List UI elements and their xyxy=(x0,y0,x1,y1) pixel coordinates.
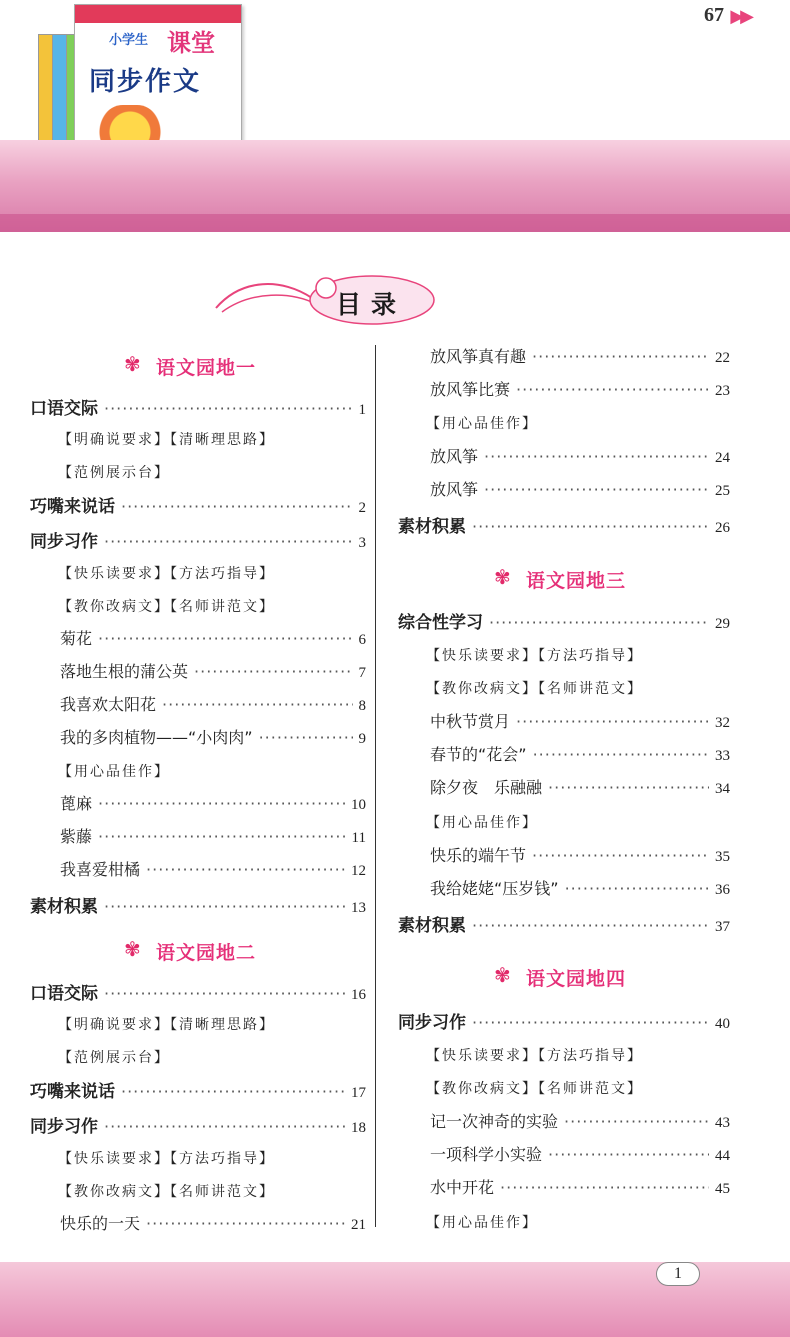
toc-entry[interactable] xyxy=(60,659,366,685)
toc-entry[interactable] xyxy=(430,477,730,503)
page-number-bottom: 1 xyxy=(656,1262,700,1286)
entry-label: 同步习作 xyxy=(30,532,98,552)
toc-entry[interactable] xyxy=(430,775,730,801)
toc-entry[interactable] xyxy=(30,979,366,1005)
entry-label: 巧嘴来说话 xyxy=(30,1082,115,1102)
entry-label: 快乐的一天 xyxy=(60,1214,141,1233)
entry-label: 菊花 xyxy=(60,629,93,648)
dot-leader xyxy=(516,380,709,399)
dot-leader xyxy=(500,1178,709,1197)
entry-label: 巧嘴来说话 xyxy=(30,497,115,517)
entry-page: 18 xyxy=(351,1120,366,1136)
toc-entry[interactable] xyxy=(30,492,366,518)
entry-page: 29 xyxy=(715,616,730,632)
toc-entry[interactable] xyxy=(430,742,730,768)
entry-page: 13 xyxy=(351,900,366,916)
cover-small-title: 小学生 xyxy=(109,33,149,48)
entry-page: 7 xyxy=(358,665,366,681)
entry-page: 33 xyxy=(715,748,730,764)
toc-tag: 【教你改病文】【名师讲范文】 xyxy=(426,1081,643,1097)
entry-label: 同步习作 xyxy=(398,1013,466,1033)
toc-entry[interactable] xyxy=(430,1109,730,1135)
entry-label: 放风筝 xyxy=(430,480,479,499)
entry-label: 口语交际 xyxy=(30,984,98,1004)
dot-leader xyxy=(533,745,709,764)
entry-label: 紫藤 xyxy=(60,827,93,846)
entry-label: 放风筝真有趣 xyxy=(430,347,527,366)
toc-entry[interactable] xyxy=(60,626,366,652)
toc-tag: 【教你改病文】【名师讲范文】 xyxy=(58,599,275,615)
entry-page: 3 xyxy=(358,535,366,551)
dot-leader xyxy=(484,447,709,466)
cover-top-band xyxy=(75,5,241,23)
dot-leader xyxy=(484,480,709,499)
entry-page: 1 xyxy=(358,402,366,418)
dot-leader xyxy=(564,1112,709,1131)
toc-tag: 【快乐读要求】【方法巧指导】 xyxy=(58,1151,275,1167)
toc-tag: 【教你改病文】【名师讲范文】 xyxy=(58,1184,275,1200)
double-arrow-icon: ▶▶ xyxy=(730,6,750,27)
entry-label: 口语交际 xyxy=(30,399,98,419)
entry-page: 23 xyxy=(715,383,730,399)
entry-label: 我的多肉植物——“小肉肉” xyxy=(60,728,253,747)
entry-label: 落地生根的蒲公英 xyxy=(60,662,189,681)
toc-entry[interactable] xyxy=(60,791,366,817)
toc-tag: 【快乐读要求】【方法巧指导】 xyxy=(426,648,643,664)
toc-entry[interactable] xyxy=(430,843,730,869)
entry-label: 素材积累 xyxy=(398,916,466,936)
dot-leader xyxy=(146,1214,345,1233)
pink-header-band xyxy=(0,140,790,232)
toc-tag: 【用心品佳作】 xyxy=(58,764,170,780)
entry-page: 2 xyxy=(358,500,366,516)
toc-entry[interactable] xyxy=(30,394,366,420)
toc-entry[interactable] xyxy=(430,1175,730,1201)
toc-entry[interactable] xyxy=(430,444,730,470)
entry-page: 40 xyxy=(715,1016,730,1032)
entry-page: 37 xyxy=(715,919,730,935)
entry-label: 水中开花 xyxy=(430,1178,495,1197)
entry-label: 我喜爱柑橘 xyxy=(60,860,141,879)
toc-entry[interactable] xyxy=(398,512,730,538)
maple-leaf-icon: ✾ xyxy=(124,352,141,376)
toc-tag: 【教你改病文】【名师讲范文】 xyxy=(426,681,643,697)
dot-leader xyxy=(104,1117,345,1136)
toc-entry[interactable] xyxy=(60,824,366,850)
toc-entry[interactable] xyxy=(398,608,730,634)
toc-tag: 【快乐读要求】【方法巧指导】 xyxy=(426,1048,643,1064)
entry-label: 我喜欢太阳花 xyxy=(60,695,157,714)
toc-entry[interactable] xyxy=(430,709,730,735)
toc-title: 目录 xyxy=(336,290,407,319)
entry-label: 中秋节赏月 xyxy=(430,712,511,731)
entry-page: 24 xyxy=(715,450,730,466)
page-number-top: 67 xyxy=(704,4,724,26)
toc-entry[interactable] xyxy=(60,1211,366,1237)
dot-leader xyxy=(565,879,709,898)
entry-page: 35 xyxy=(715,849,730,865)
toc-tag: 【用心品佳作】 xyxy=(426,1215,538,1231)
entry-page: 34 xyxy=(715,781,730,797)
dot-leader xyxy=(489,613,709,632)
cover-ketang: 课堂 xyxy=(167,29,215,57)
entry-page: 16 xyxy=(351,987,366,1003)
section-title-2: 语文园地二 xyxy=(156,942,257,964)
entry-page: 45 xyxy=(715,1181,730,1197)
toc-entry[interactable] xyxy=(60,857,366,883)
entry-label: 综合性学习 xyxy=(398,613,483,633)
dot-leader xyxy=(259,728,353,747)
entry-label: 春节的“花会” xyxy=(430,745,527,764)
dot-leader xyxy=(121,1082,345,1101)
entry-label: 除夕夜 乐融融 xyxy=(430,778,543,797)
section-title-3: 语文园地三 xyxy=(526,570,627,592)
dot-leader xyxy=(162,695,352,714)
entry-page: 21 xyxy=(351,1217,366,1233)
dot-leader xyxy=(472,517,709,536)
entry-label: 放风筝比赛 xyxy=(430,380,511,399)
entry-page: 25 xyxy=(715,483,730,499)
dot-leader xyxy=(121,497,353,516)
entry-page: 10 xyxy=(351,797,366,813)
dot-leader xyxy=(98,629,352,648)
toc-entry[interactable] xyxy=(430,377,730,403)
toc-entry[interactable] xyxy=(30,1077,366,1103)
dot-leader xyxy=(548,1145,709,1164)
toc-tag: 【范例展示台】 xyxy=(58,465,170,481)
section-title-1: 语文园地一 xyxy=(156,357,257,379)
entry-page: 8 xyxy=(358,698,366,714)
toc-entry[interactable] xyxy=(30,527,366,553)
toc-entry[interactable] xyxy=(430,344,730,370)
toc-entry[interactable] xyxy=(30,1112,366,1138)
dot-leader xyxy=(98,794,345,813)
entry-page: 11 xyxy=(351,830,366,846)
dot-leader xyxy=(104,897,345,916)
cover-main-title: 同步作文 xyxy=(89,67,202,97)
toc-tag: 【用心品佳作】 xyxy=(426,416,538,432)
dot-leader xyxy=(146,860,345,879)
toc-entry[interactable] xyxy=(398,1008,730,1034)
entry-label: 快乐的端午节 xyxy=(430,846,527,865)
toc-tag: 【明确说要求】【清晰理思路】 xyxy=(58,432,275,448)
entry-page: 43 xyxy=(715,1115,730,1131)
entry-label: 同步习作 xyxy=(30,1117,98,1137)
toc-entry[interactable] xyxy=(30,892,366,918)
maple-leaf-icon: ✾ xyxy=(124,937,141,961)
entry-page: 9 xyxy=(358,731,366,747)
entry-label: 记一次神奇的实验 xyxy=(430,1112,559,1131)
entry-label: 一项科学小实验 xyxy=(430,1145,543,1164)
dot-leader xyxy=(516,712,709,731)
dot-leader xyxy=(548,778,709,797)
entry-page: 6 xyxy=(358,632,366,648)
entry-page: 17 xyxy=(351,1085,366,1101)
dot-leader xyxy=(532,846,709,865)
entry-label: 蓖麻 xyxy=(60,794,93,813)
entry-page: 12 xyxy=(351,863,366,879)
toc-tag: 【明确说要求】【清晰理思路】 xyxy=(58,1017,275,1033)
dot-leader xyxy=(472,1013,709,1032)
dot-leader xyxy=(194,662,352,681)
column-divider xyxy=(375,345,376,1227)
toc-entry[interactable] xyxy=(60,692,366,718)
entry-label: 素材积累 xyxy=(30,897,98,917)
section-title-4: 语文园地四 xyxy=(526,968,627,990)
toc-entry[interactable] xyxy=(60,725,366,751)
toc-tag: 【用心品佳作】 xyxy=(426,815,538,831)
entry-page: 44 xyxy=(715,1148,730,1164)
toc-tag: 【快乐读要求】【方法巧指导】 xyxy=(58,566,275,582)
dot-leader xyxy=(104,532,353,551)
entry-label: 我给姥姥“压岁钱” xyxy=(430,879,559,898)
dot-leader xyxy=(532,347,709,366)
toc-entry[interactable] xyxy=(430,1142,730,1168)
entry-page: 22 xyxy=(715,350,730,366)
entry-label: 放风筝 xyxy=(430,447,479,466)
entry-label: 素材积累 xyxy=(398,517,466,537)
dot-leader xyxy=(104,984,345,1003)
dot-leader xyxy=(472,916,709,935)
dot-leader xyxy=(104,399,353,418)
toc-entry[interactable] xyxy=(398,911,730,937)
entry-page: 32 xyxy=(715,715,730,731)
entry-page: 26 xyxy=(715,520,730,536)
maple-leaf-icon: ✾ xyxy=(494,565,511,589)
toc-tag: 【范例展示台】 xyxy=(58,1050,170,1066)
dot-leader xyxy=(98,827,346,846)
toc-entry[interactable] xyxy=(430,876,730,902)
entry-page: 36 xyxy=(715,882,730,898)
maple-leaf-icon: ✾ xyxy=(494,963,511,987)
